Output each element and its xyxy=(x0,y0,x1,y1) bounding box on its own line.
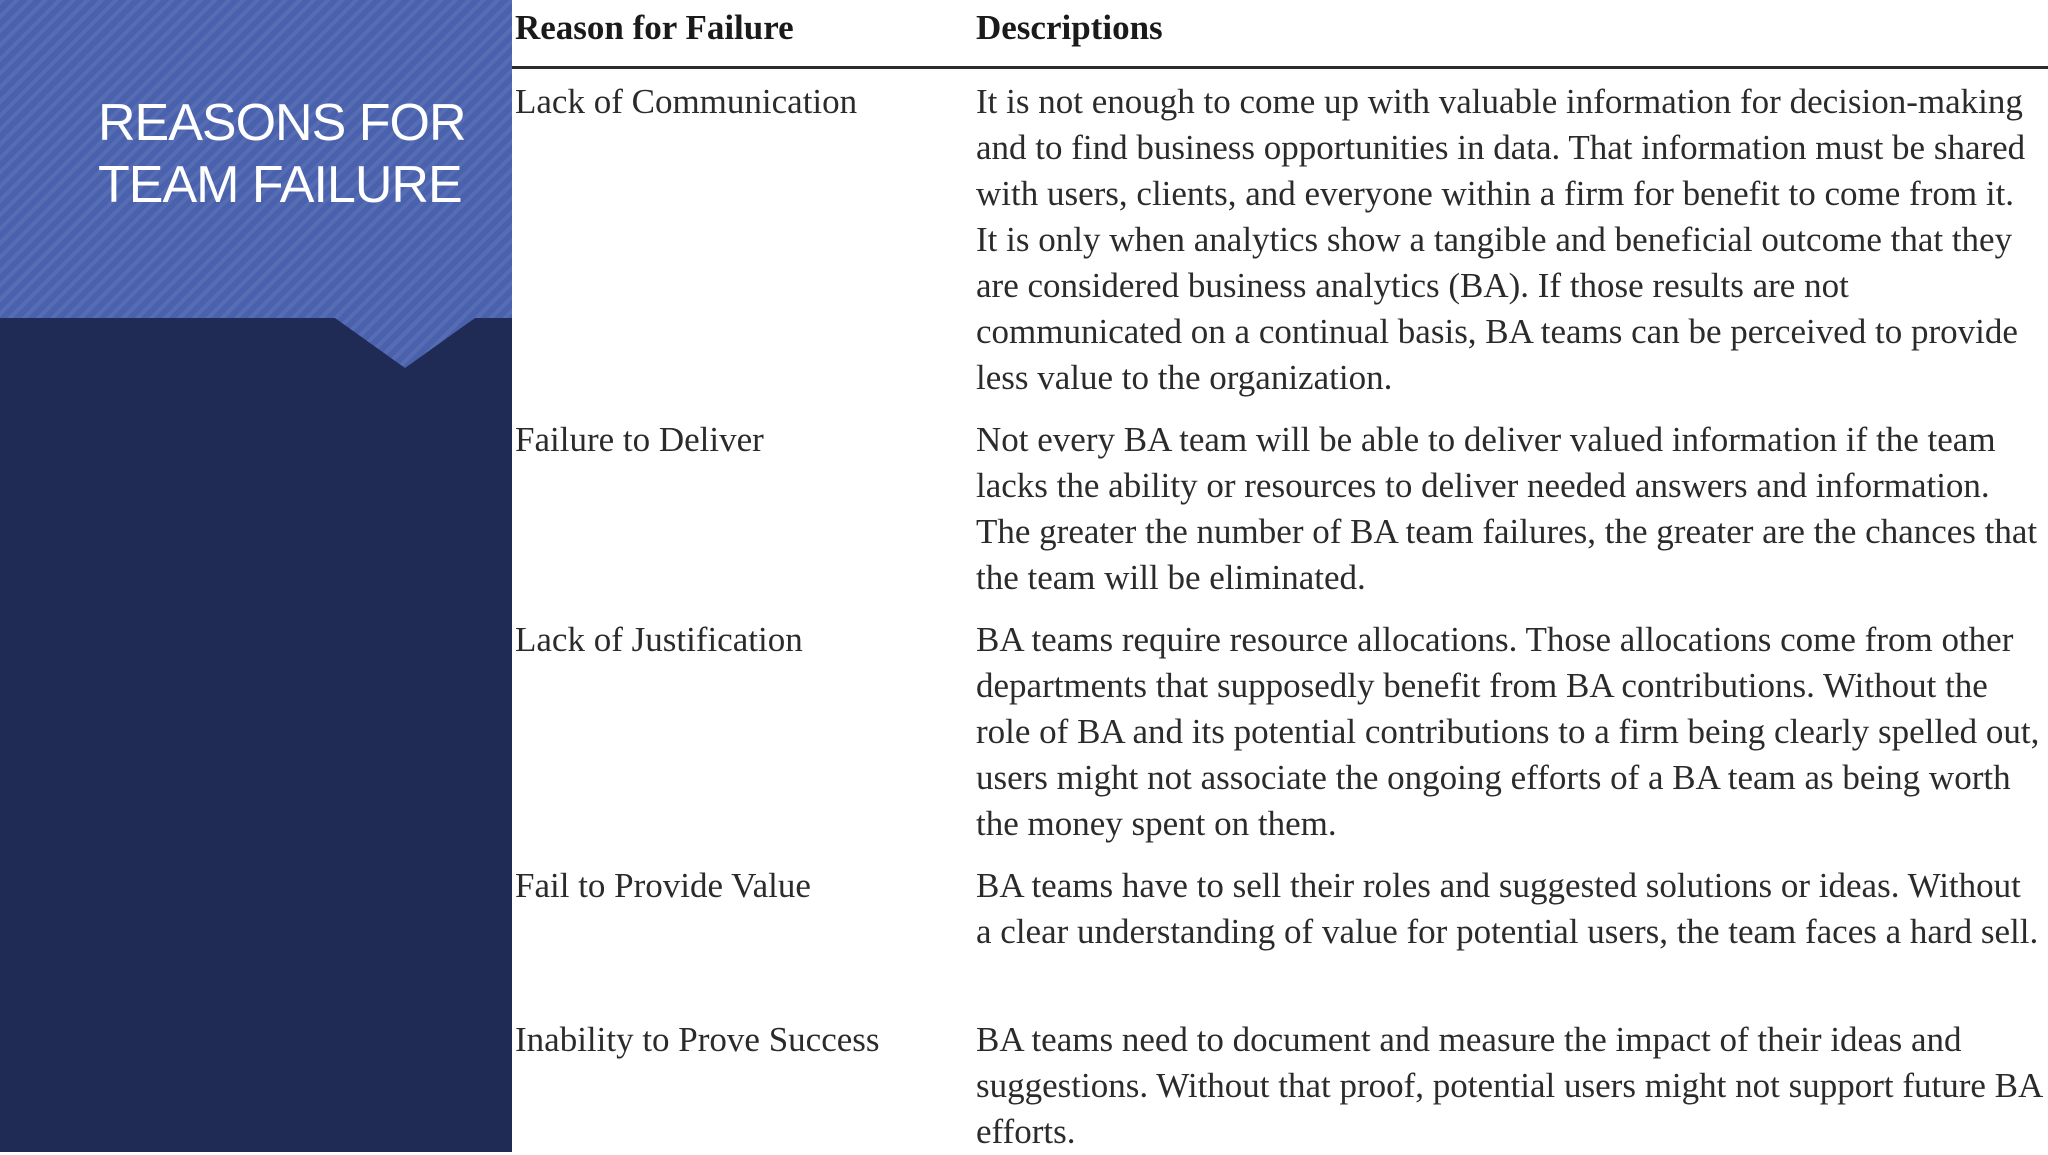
description-cell: It is not enough to come up with valuable information for decision-making and to find business opportunities in data. That information must be shared with users, clients, and everyone within a firm for benefit to come from it. It is only when analytics show a tangible and beneficial outcome that they are considered business analytics (BA). If those results are not communicated on a continual basis, BA teams can be perceived to provide less value to the organization. xyxy=(976,82,2026,397)
slide-title-line-2: TEAM FAILURE xyxy=(98,156,462,214)
header-reason: Reason for Failure xyxy=(515,8,794,47)
description-cell: BA teams require resource allocations. Those allocations come from other departments that supposedly benefit from BA contributions. Without the role of BA and its potential contributions to a firm being clearly spelled out, users might not associate the ongoing efforts of a BA team as being worth the money spent on them. xyxy=(976,620,2040,843)
reason-cell: Fail to Provide Value xyxy=(515,866,811,905)
reason-cell: Lack of Communication xyxy=(515,82,858,121)
description-cell: Not every BA team will be able to deliver valued information if the team lacks the ability or resources to deliver needed answers and information. The greater the number of BA team failures, the greater are the chances that the team will be eliminated. xyxy=(976,420,2038,597)
reason-cell: Failure to Deliver xyxy=(515,420,764,459)
reason-cell: Inability to Prove Success xyxy=(515,1020,880,1059)
slide-title xyxy=(98,92,478,216)
reason-cell: Lack of Justification xyxy=(515,620,803,659)
header-descriptions: Descriptions xyxy=(976,8,1163,47)
description-cell: BA teams need to document and measure the impact of their ideas and suggestions. Without that proof, potential users might not support future BA efforts. xyxy=(976,1020,2042,1151)
table-header xyxy=(512,0,2048,69)
left-panel xyxy=(0,0,512,1152)
slide-title-line-1: REASONS FOR xyxy=(98,94,466,152)
description-cell: BA teams have to sell their roles and suggested solutions or ideas. Without a clear understanding of value for potential users, the team faces a hard sell. xyxy=(976,866,2039,951)
failure-reasons-table xyxy=(512,0,2048,1152)
